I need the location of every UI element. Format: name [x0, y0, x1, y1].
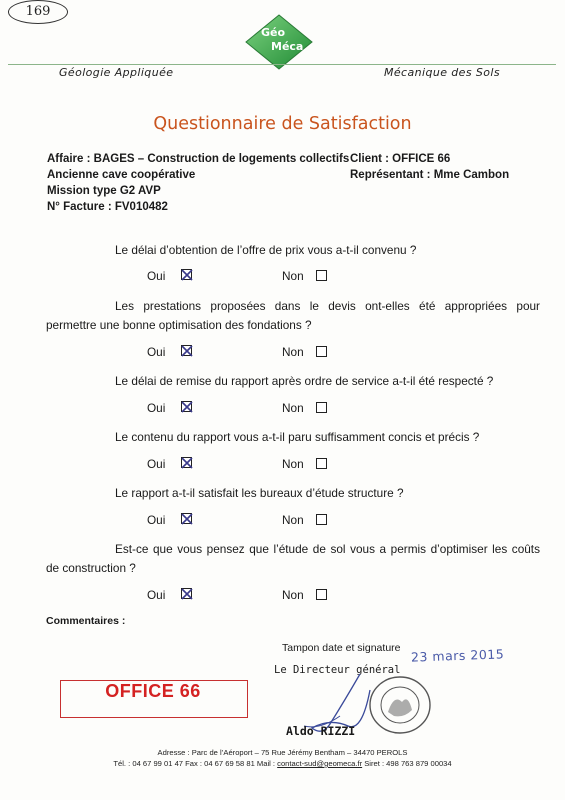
q6-non-checkbox[interactable]: [316, 589, 327, 600]
left-tagline: Géologie Appliquée: [59, 66, 174, 79]
right-tagline: Mécanique des Sols: [384, 66, 500, 79]
question-1: Le délai d’obtention de l’offre de prix vous a-t-il convenu ?: [115, 243, 417, 257]
q2-non-label: Non: [282, 345, 304, 359]
footer-contact-suffix: Siret : 498 763 879 00034: [362, 759, 452, 768]
footer-email-link[interactable]: contact-sud@geomeca.fr: [277, 759, 363, 768]
q3-non-label: Non: [282, 401, 304, 415]
q3-oui-checkbox[interactable]: [181, 401, 192, 412]
stamp-signature-label: Tampon date et signature: [282, 642, 401, 654]
question-5: Le rapport a-t-il satisfait les bureaux d’étude structure ?: [115, 486, 404, 500]
q4-non-label: Non: [282, 457, 304, 471]
q1-non-label: Non: [282, 269, 304, 283]
question-6-line-2: de construction ?: [46, 561, 136, 575]
question-3: Le délai de remise du rapport après ordre de service a-t-il été respecté ?: [115, 374, 494, 388]
footer-contact: [0, 759, 565, 768]
info-right: [350, 151, 509, 183]
director-label: Le Directeur général: [274, 664, 401, 676]
question-4: Le contenu du rapport vous a-t-il paru suffisamment concis et précis ?: [115, 430, 480, 444]
affaire-value: : BAGES – Construction de logements collectifs: [83, 153, 350, 165]
q1-oui-label: Oui: [147, 269, 166, 283]
q2-non-checkbox[interactable]: [316, 346, 327, 357]
invoice-number: N° Facture : FV010482: [47, 201, 168, 213]
header-divider: [8, 64, 556, 65]
footer-contact-prefix: Tél. : 04 67 99 01 47 Fax : 04 67 69 58 81 Mail :: [113, 759, 278, 768]
q4-non-checkbox[interactable]: [316, 458, 327, 469]
q2-oui-label: Oui: [147, 345, 166, 359]
handwritten-page-number: 169: [8, 0, 68, 24]
q4-oui-checkbox[interactable]: [181, 457, 192, 468]
q4-oui-label: Oui: [147, 457, 166, 471]
question-2-line-2: permettre une bonne optimisation des fondations ?: [46, 318, 312, 332]
q2-oui-checkbox[interactable]: [181, 345, 192, 356]
handwritten-date: 23 mars 2015: [410, 646, 505, 665]
affaire-label: Affaire: [47, 153, 84, 165]
geomeca-logo: [245, 14, 313, 70]
q3-oui-label: Oui: [147, 401, 166, 415]
q5-non-checkbox[interactable]: [316, 514, 327, 525]
footer-address: Adresse : Parc de l’Aéroport – 75 Rue Jérémy Bentham – 34470 PEROLS: [157, 748, 408, 757]
question-2-line-1: Les prestations proposées dans le devis ont-elles été appropriées pour: [115, 299, 540, 313]
q6-oui-label: Oui: [147, 588, 166, 602]
q6-oui-checkbox[interactable]: [181, 588, 192, 599]
info-line-3: Mission type G2 AVP: [47, 185, 161, 197]
q5-oui-label: Oui: [147, 513, 166, 527]
page-title: Questionnaire de Satisfaction: [153, 114, 412, 134]
logo-text-meca: Méca: [271, 40, 304, 53]
director-name: Aldo RIZZI: [286, 724, 356, 738]
info-left: [47, 151, 349, 215]
q1-non-checkbox[interactable]: [316, 270, 327, 281]
q6-non-label: Non: [282, 588, 304, 602]
question-6-line-1: Est-ce que vous pensez que l’étude de sol vous a permis d’optimiser les coûts: [115, 542, 540, 556]
info-line-2: Ancienne cave coopérative: [47, 169, 196, 181]
affaire-line: [47, 151, 349, 167]
comments-label: Commentaires :: [46, 615, 126, 627]
logo-text-geo: Géo: [261, 26, 286, 39]
q5-non-label: Non: [282, 513, 304, 527]
representative: Représentant : Mme Cambon: [350, 169, 510, 181]
q1-oui-checkbox[interactable]: [181, 269, 192, 280]
client: Client : OFFICE 66: [350, 153, 451, 165]
q3-non-checkbox[interactable]: [316, 402, 327, 413]
client-stamp-text: OFFICE 66: [105, 681, 201, 701]
q5-oui-checkbox[interactable]: [181, 513, 192, 524]
